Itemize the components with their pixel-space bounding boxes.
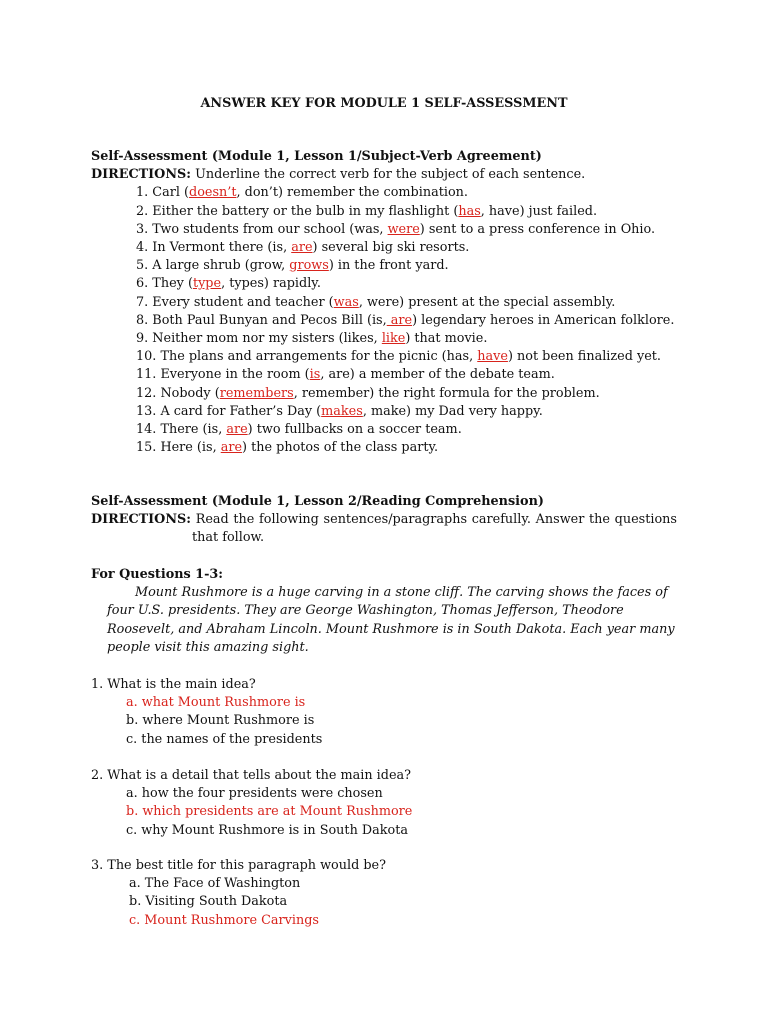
section-subject-verb [91,148,691,457]
directions-line-2: that follow. [192,530,265,546]
question-1 [91,676,681,749]
answer-option: a. The Face of Washington [129,876,301,892]
answer-verb: are [226,422,248,438]
section1-heading: Self-Assessment (Module 1, Lesson 1/Subject-Verb Agreement) [91,149,542,164]
answer-verb: has [458,203,481,219]
answer-verb: is [309,367,321,383]
answer-option: a. how the four presidents were chosen [126,786,383,802]
answer-verb: makes [321,403,363,419]
passage-text: Mount Rushmore is a huge carving in a stone cliff. The carving shows the faces of four U.S. presidents. They are George Washington, Thomas Jefferson, Theodore Roosevelt, and Abraham Lincoln. Mount Rushmore is in South Dakota. Each year many people visit this amazing sight. [107,585,675,655]
sentence-item: 8. Both Paul Bunyan and Pecos Bill (is, are) legendary heroes in American folklore. [136,312,675,328]
question-2 [91,767,681,840]
section2-heading: Self-Assessment (Module 1, Lesson 2/Reading Comprehension) [91,494,544,509]
sentence-item: 12. Nobody (remembers, remember) the right formula for the problem. [136,385,600,401]
answer-verb: doesn’t [189,185,237,201]
sentence-item: 9. Neither mom nor my sisters (likes, like) that movie. [136,331,488,347]
directions-line-1: Read the following sentences/paragraphs carefully. Answer the questions [195,512,677,528]
question-3 [91,857,681,930]
section-reading-comprehension [91,493,677,548]
sentence-item: 6. They (type, types) rapidly. [136,276,321,292]
sentence-item: 2. Either the battery or the bulb in my flashlight (has, have) just failed. [136,203,598,219]
document-title: ANSWER KEY FOR MODULE 1 SELF-ASSESSMENT [200,96,568,111]
question-stem: 1. What is the main idea? [91,677,256,692]
answer-verb: are [291,240,313,256]
sentence-item: 14. There (is, are) two fullbacks on a soccer team. [136,422,462,438]
answer-option-correct: c. Mount Rushmore Carvings [129,912,319,928]
answer-verb: remembers [219,385,294,401]
answer-verb: was [333,294,359,310]
answer-option-correct: b. which presidents are at Mount Rushmore [126,804,413,820]
answer-verb: are [220,440,243,456]
questions-heading: For Questions 1-3: [91,567,224,582]
question-stem: 2. What is a detail that tells about the main idea? [91,768,412,783]
answer-verb: like [381,331,406,347]
directions-label: DIRECTIONS: [91,167,191,183]
sentence-item: 11. Everyone in the room (is, are) a member of the debate team. [136,367,555,383]
directions-text: Underline the correct verb for the subject of each sentence. [195,167,586,183]
sentence-item: 3. Two students from our school (was, were) sent to a press conference in Ohio. [136,221,656,237]
sentence-item: 4. In Vermont there (is, are) several big ski resorts. [136,240,470,256]
sentence-item: 13. A card for Father’s Day (makes, make) my Dad very happy. [136,403,543,419]
answer-option: b. where Mount Rushmore is [126,713,315,729]
section2-directions [91,511,677,547]
section1-directions [91,166,691,184]
answer-option: c. the names of the presidents [126,731,323,747]
directions-label: DIRECTIONS: [91,512,191,528]
answer-verb: type [192,276,222,292]
answer-verb: grows [289,258,329,274]
answer-option: b. Visiting South Dakota [129,894,288,910]
sentence-item: 5. A large shrub (grow, grows) in the front yard. [136,258,449,274]
answer-option-correct: a. what Mount Rushmore is [126,695,306,711]
sentence-item: 15. Here (is, are) the photos of the class party. [136,440,439,456]
answer-verb: were [387,221,420,237]
answer-verb: are [386,312,413,328]
answer-option: c. why Mount Rushmore is in South Dakota [126,822,408,838]
sentence-list [91,184,691,457]
sentence-item: 10. The plans and arrangements for the picnic (has, have) not been finalized yet. [136,349,661,365]
sentence-item: 1. Carl (doesn’t, don’t) remember the combination. [136,185,468,201]
answer-verb: have [477,349,508,365]
sentence-item: 7. Every student and teacher (was, were) present at the special assembly. [136,294,616,310]
passage-block [91,566,681,657]
question-stem: 3. The best title for this paragraph would be? [91,858,386,873]
